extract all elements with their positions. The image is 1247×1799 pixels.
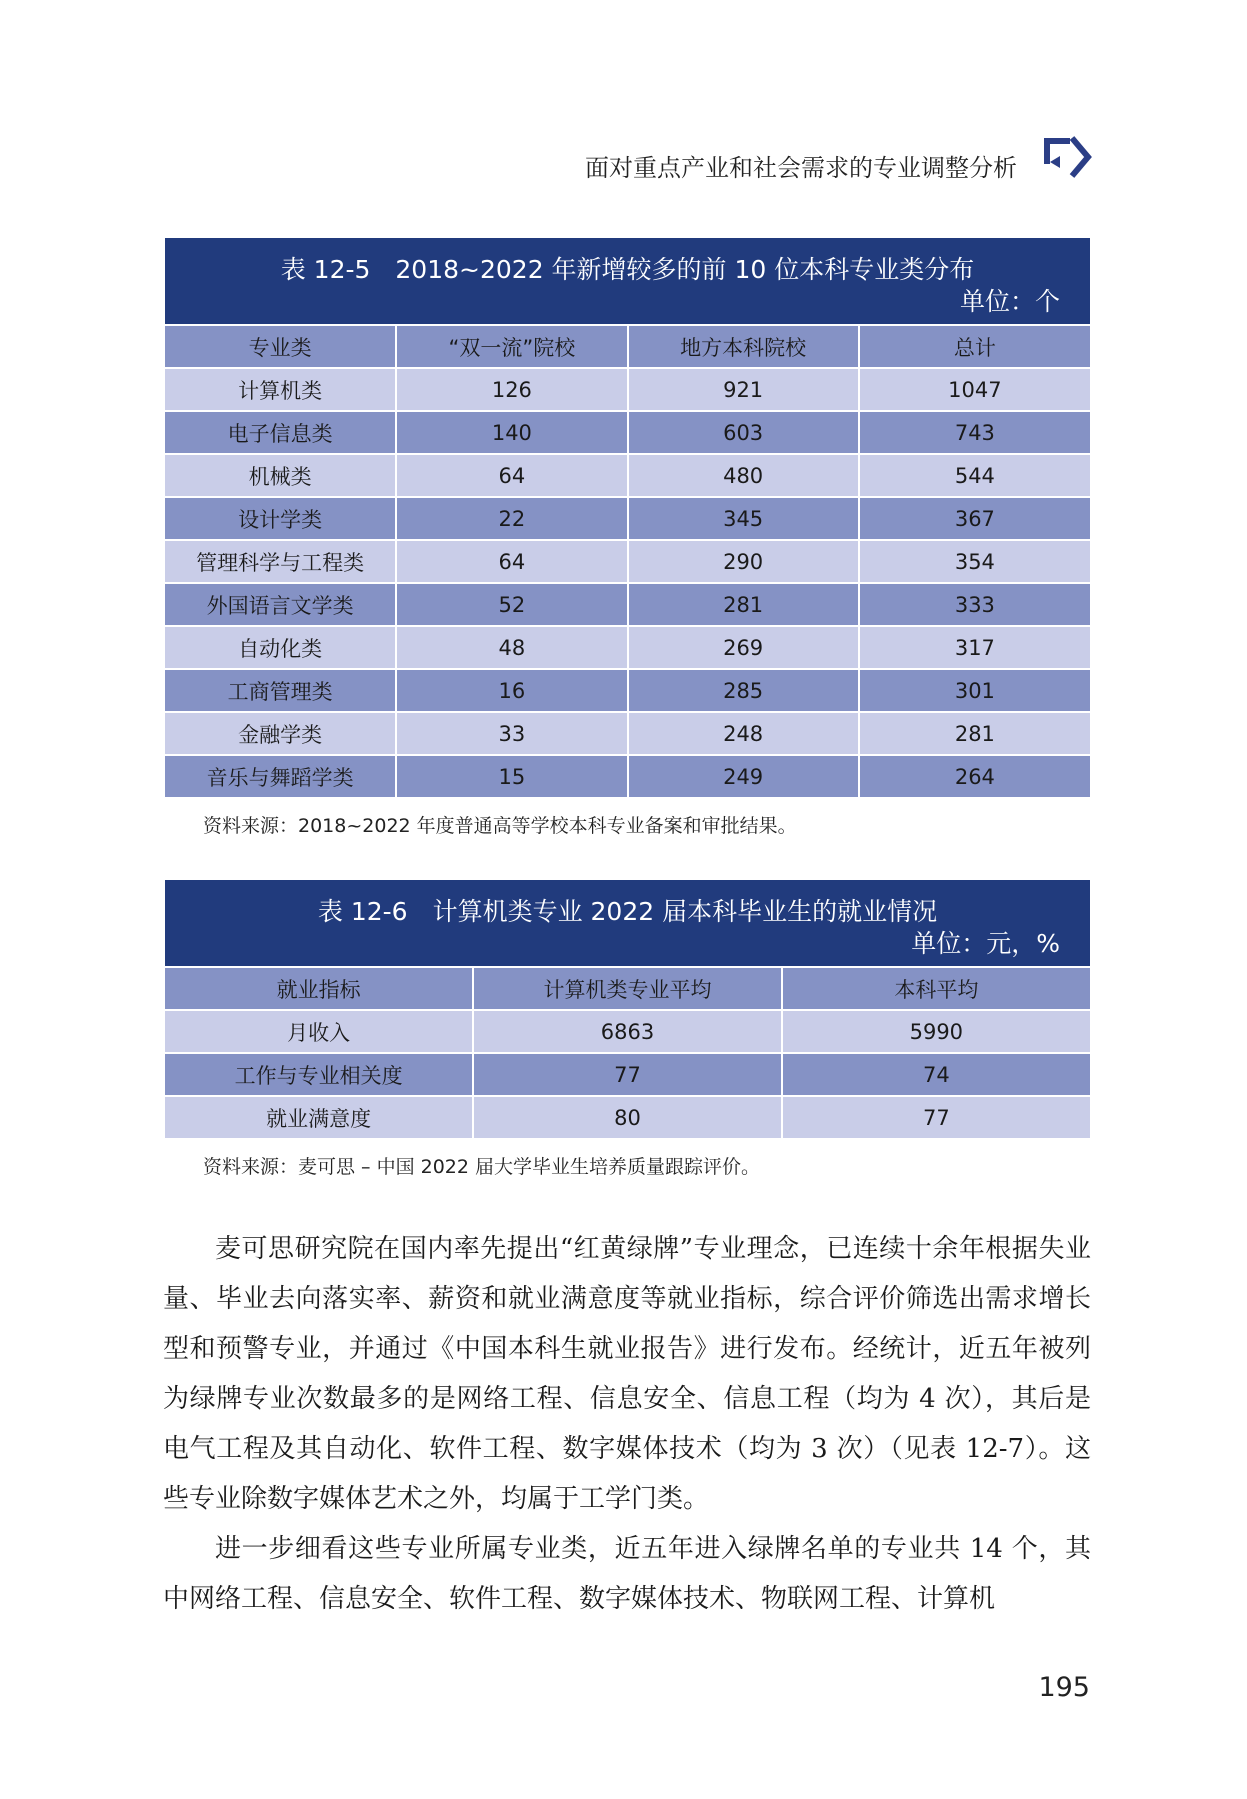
column-header: 地方本科院校	[628, 325, 859, 368]
table-cell: 管理科学与工程类	[165, 540, 396, 583]
chapter-logo-icon	[1040, 134, 1096, 180]
table-cell: 33	[396, 712, 627, 755]
table-cell: 工作与专业相关度	[165, 1053, 473, 1096]
table-row	[165, 497, 1090, 540]
table-title: 表 12-5 2018~2022 年新增较多的前 10 位本科专业类分布	[280, 255, 975, 284]
table-cell: 281	[859, 712, 1090, 755]
column-header: 总计	[859, 325, 1090, 368]
paragraph: 进一步细看这些专业所属专业类，近五年进入绿牌名单的专业共 14 个，其中网络工程、信息安全、软件工程、数字媒体技术、物联网工程、计算机	[163, 1534, 1091, 1614]
table-cell: 77	[782, 1096, 1090, 1138]
data-table	[165, 324, 1090, 797]
table-cell: 140	[396, 411, 627, 454]
table-cell: 80	[473, 1096, 781, 1138]
table-cell: 外国语言文学类	[165, 583, 396, 626]
table-row	[165, 1096, 1090, 1138]
column-header: 本科平均	[782, 967, 1090, 1010]
table-cell: 301	[859, 669, 1090, 712]
table-cell: 电子信息类	[165, 411, 396, 454]
table-cell: 544	[859, 454, 1090, 497]
data-table	[165, 966, 1090, 1138]
table-cell: 74	[782, 1053, 1090, 1096]
column-header: 专业类	[165, 325, 396, 368]
table-row	[165, 1053, 1090, 1096]
table-cell: 64	[396, 540, 627, 583]
table-cell: 自动化类	[165, 626, 396, 669]
table-row	[165, 712, 1090, 755]
table-row	[165, 454, 1090, 497]
page-number: 195	[1038, 1672, 1090, 1703]
table-12-6	[165, 880, 1090, 1138]
table-title: 表 12-6 计算机类专业 2022 届本科毕业生的就业情况	[317, 897, 938, 926]
table-cell: 6863	[473, 1010, 781, 1053]
table-source-note: 资料来源：麦可思 – 中国 2022 届大学毕业生培养质量跟踪评价。	[203, 1156, 761, 1178]
table-cell: 126	[396, 368, 627, 411]
table-cell: 15	[396, 755, 627, 797]
table-row	[165, 411, 1090, 454]
paragraph: 麦可思研究院在国内率先提出“红黄绿牌”专业理念，已连续十余年根据失业量、毕业去向落实率、薪资和就业满意度等就业指标，综合评价筛选出需求增长型和预警专业，并通过《中国本科生就业报告》进行发布。经统计，近五年被列为绿牌专业次数最多的是网络工程、信息安全、信息工程（均为 4 次），其后是电气工程及其自动化、软件工程、数字媒体技术（均为 3 次）（见表 12-7）。这些专业除数字媒体艺术之外，均属于工学门类。	[163, 1234, 1091, 1514]
table-cell: 就业满意度	[165, 1096, 473, 1138]
table-unit: 单位：个	[959, 287, 1060, 316]
table-cell: 367	[859, 497, 1090, 540]
table-header-row	[165, 325, 1090, 368]
table-row	[165, 540, 1090, 583]
table-cell: 354	[859, 540, 1090, 583]
table-cell: 工商管理类	[165, 669, 396, 712]
table-cell: 64	[396, 454, 627, 497]
table-cell: 285	[628, 669, 859, 712]
table-cell: 317	[859, 626, 1090, 669]
table-row	[165, 669, 1090, 712]
table-cell: 音乐与舞蹈学类	[165, 755, 396, 797]
table-row	[165, 755, 1090, 797]
table-12-5	[165, 238, 1090, 797]
table-source-note: 资料来源：2018~2022 年度普通高等学校本科专业备案和审批结果。	[203, 815, 797, 837]
table-title-bar	[165, 238, 1090, 324]
table-row	[165, 626, 1090, 669]
column-header: “双一流”院校	[396, 325, 627, 368]
table-cell: 333	[859, 583, 1090, 626]
table-cell: 机械类	[165, 454, 396, 497]
table-title-bar	[165, 880, 1090, 966]
table-cell: 264	[859, 755, 1090, 797]
table-cell: 290	[628, 540, 859, 583]
table-row	[165, 368, 1090, 411]
table-cell: 金融学类	[165, 712, 396, 755]
table-row	[165, 583, 1090, 626]
table-cell: 269	[628, 626, 859, 669]
table-cell: 16	[396, 669, 627, 712]
table-cell: 603	[628, 411, 859, 454]
table-cell: 281	[628, 583, 859, 626]
table-cell: 480	[628, 454, 859, 497]
table-header-row	[165, 967, 1090, 1010]
table-cell: 52	[396, 583, 627, 626]
table-cell: 1047	[859, 368, 1090, 411]
column-header: 计算机类专业平均	[473, 967, 781, 1010]
table-cell: 743	[859, 411, 1090, 454]
column-header: 就业指标	[165, 967, 473, 1010]
table-cell: 22	[396, 497, 627, 540]
table-cell: 48	[396, 626, 627, 669]
body-text	[163, 1224, 1091, 1624]
table-cell: 345	[628, 497, 859, 540]
table-cell: 248	[628, 712, 859, 755]
table-cell: 249	[628, 755, 859, 797]
table-cell: 5990	[782, 1010, 1090, 1053]
table-cell: 计算机类	[165, 368, 396, 411]
running-header: 面对重点产业和社会需求的专业调整分析	[585, 154, 1017, 182]
table-cell: 921	[628, 368, 859, 411]
table-cell: 月收入	[165, 1010, 473, 1053]
table-row	[165, 1010, 1090, 1053]
table-cell: 设计学类	[165, 497, 396, 540]
table-unit: 单位：元，%	[911, 929, 1060, 958]
table-cell: 77	[473, 1053, 781, 1096]
